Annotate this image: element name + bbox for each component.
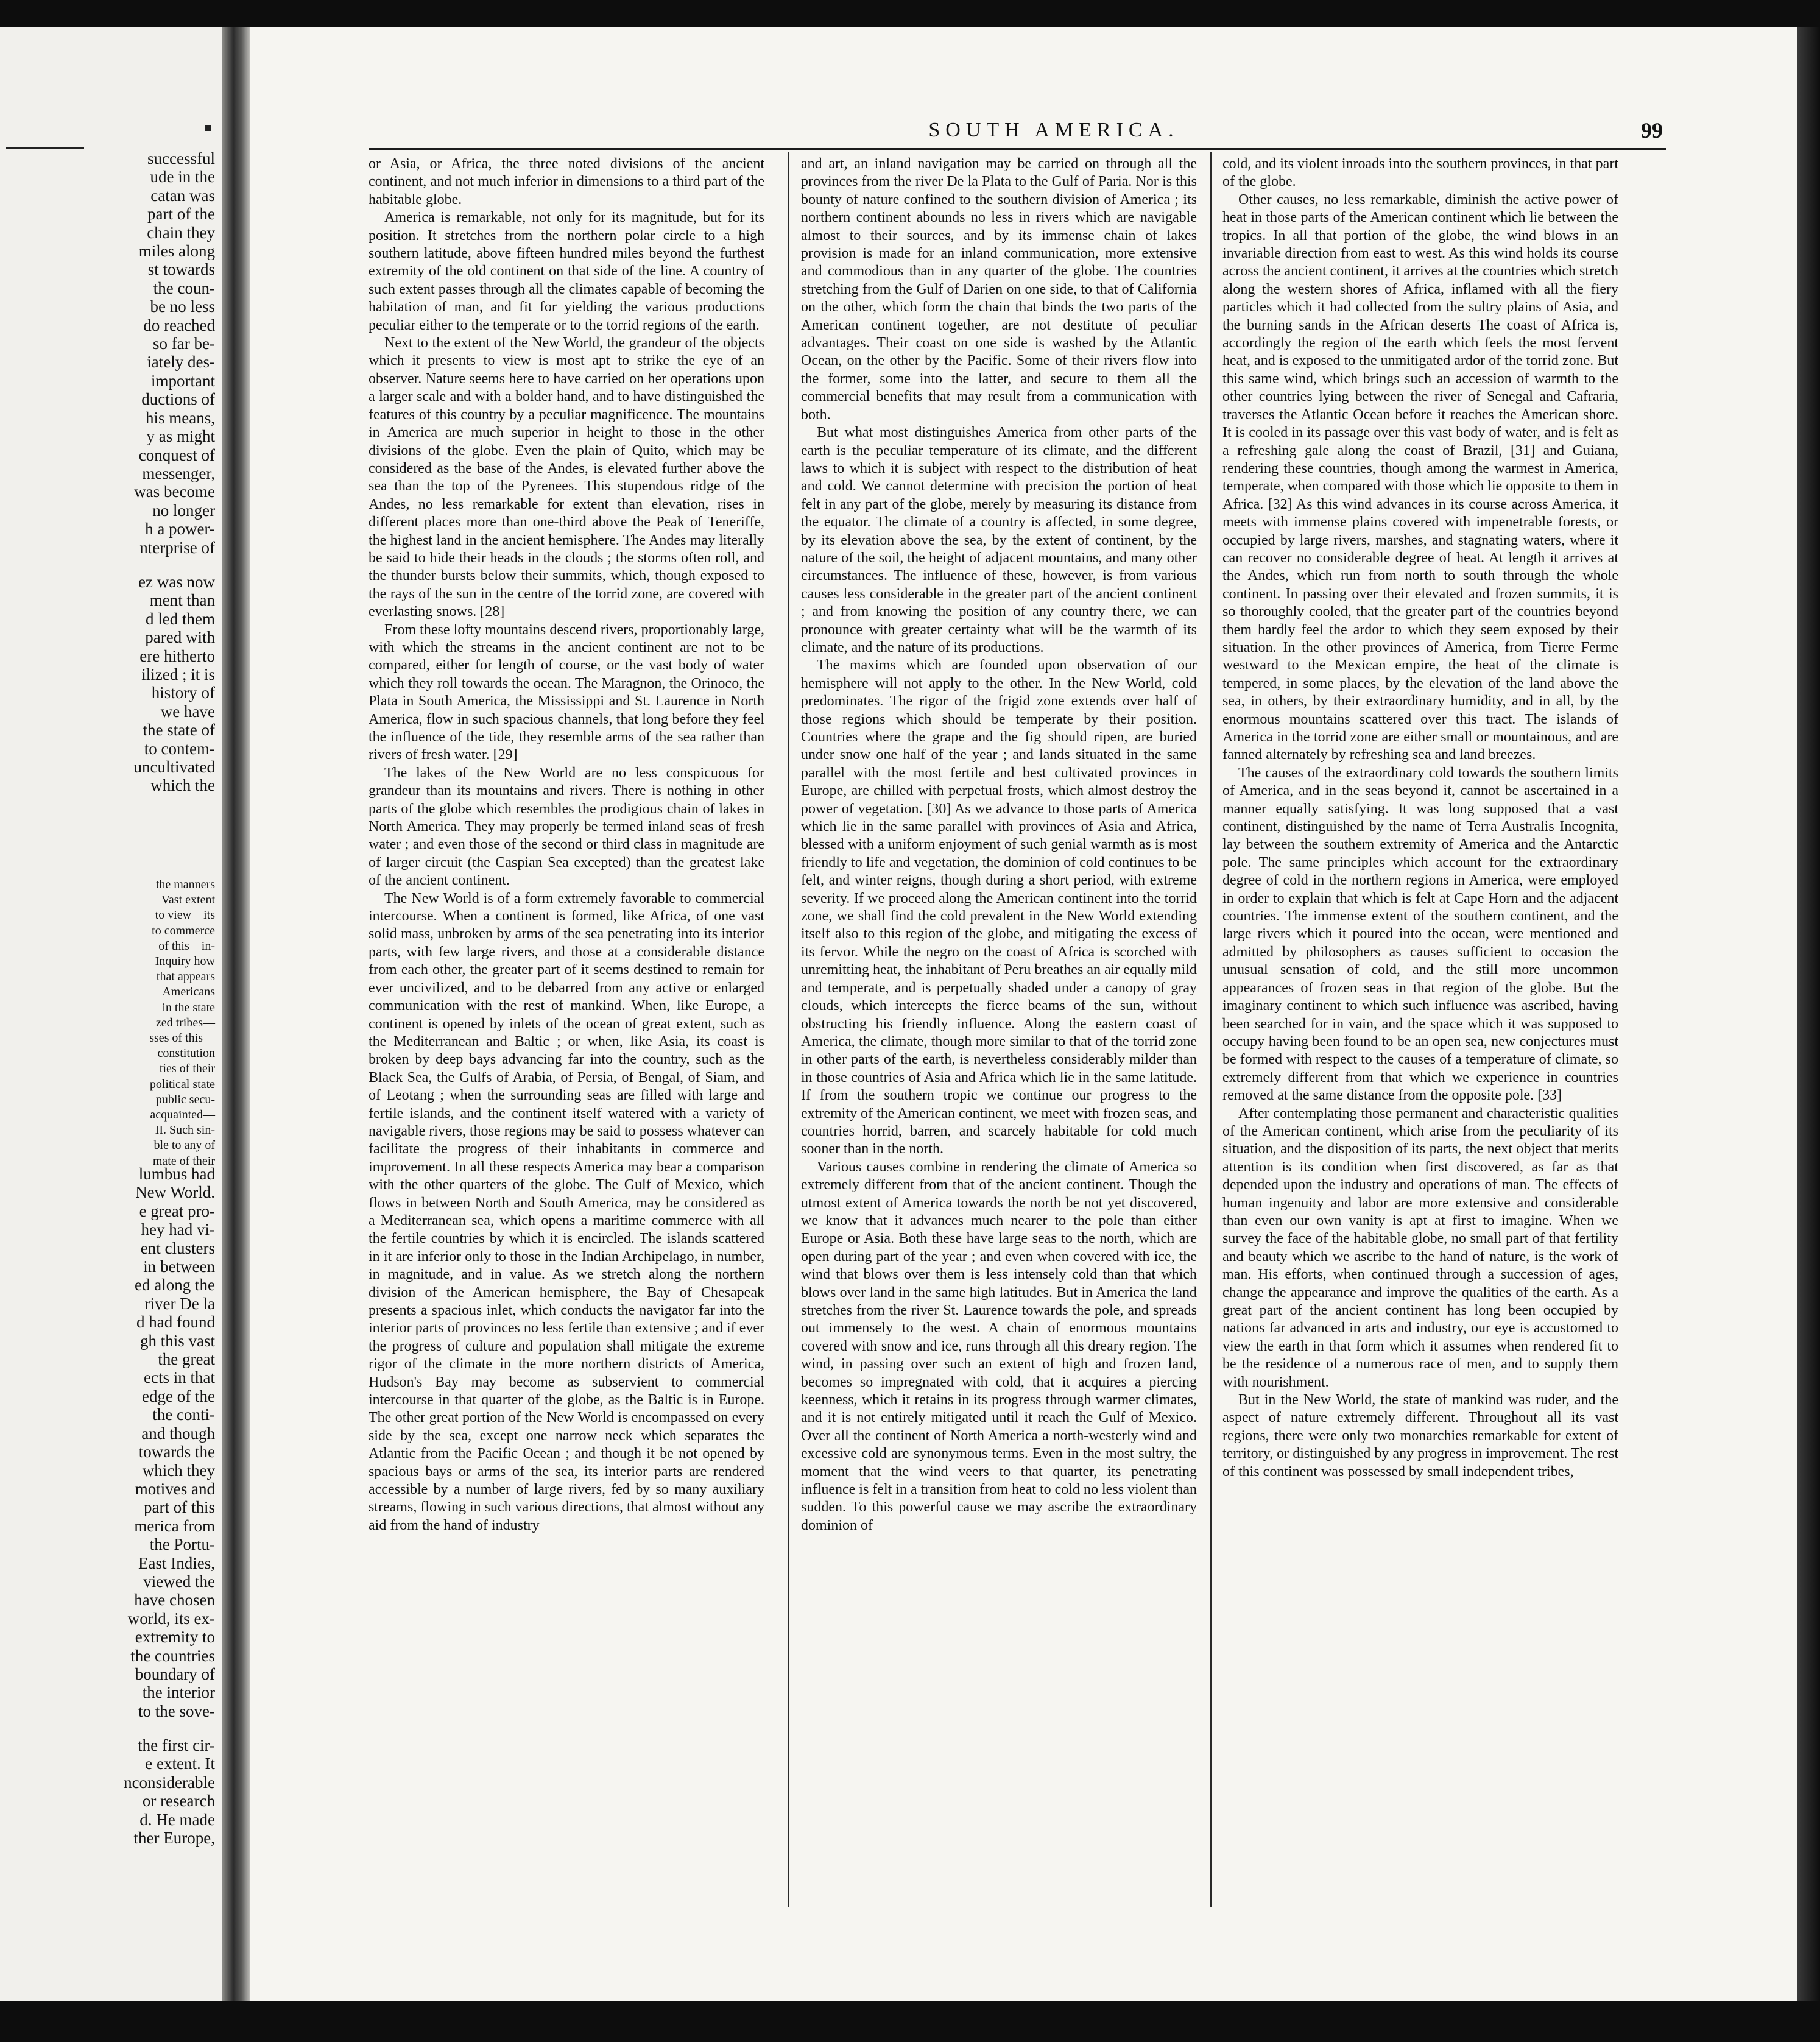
- header-rule: [369, 148, 1666, 150]
- paragraph: and art, an inland navigation may be carried on through all the provinces from the river De la Plata to the Gulf of Paria. Nor is this bounty of nature confined to the southern division of America ; its northern continent abounds no less in rivers which are navigable almost to their sources, and by its immense chain of lakes provision is made for an inland communication, more extensive and commodious than in any quarter of the globe. The countries stretching from the Gulf of Darien on one side, to that of California on the other, which form the chain that binds the two parts of the American continent together, are not destitute of peculiar advantages. Their coast on one side is washed by the Atlantic Ocean, on the other by the Pacific. Some of their rivers flow into the former, some into the latter, and secure to them all the commercial benefits that may result from a communication with both.: [801, 156, 1197, 423]
- left-page-text-mid: ez was now ment than d led them pared with ere hitherto ilized ; it is history of we have the state of to contem- uncultivated which the: [133, 573, 215, 795]
- page-number: 99: [1641, 118, 1663, 143]
- column-rule: [1210, 152, 1212, 1907]
- paragraph: Other causes, no less remarkable, diminish the active power of heat in those parts of the American continent which lie between the tropics. In all that portion of the globe, the wind blows in an invariable direction from east to west. As this wind holds its course across the ancient continent, it arrives at the countries which stretch along the western shores of Africa, inflamed with all the fiery particles which it had collected from the sultry plains of Asia, and the burning sands in the African deserts The coast of Africa is, accordingly the region of the earth which feels the most fervent heat, and is exposed to the unmitigated ardor of the torrid zone. But this same wind, which brings such an accession of warmth to the other countries lying between the river of Senegal and Cafraria, traverses the Atlantic Ocean before it reaches the American shore. It is cooled in its passage over this vast body of water, and is felt as a refreshing gale along the coast of Brazil, [31] and Guiana, rendering these countries, though among the warmest in America, temperate, when compared with those which lie opposite to them in Africa. [32] As this wind advances in its course across America, it meets with immense plains covered with impenetrable forests, or occupied by large rivers, marshes, and stagnating waters, where it can recover no considerable degree of heat. At length it arrives at the Andes, which run from north to south through the whole continent. In passing over their elevated and frozen summits, it is so thoroughly cooled, that the greater part of the countries beyond them hardly feel the ardor to which they seem exposed by their situation. In the other provinces of America, from Tierre Ferme westward to the Mexican empire, the heat of the climate is tempered, in some places, by the elevation of the land above the sea, in others, by their extraordinary humidity, and in all, by the enormous mountains scattered over this tract. The islands of America in the torrid zone are either small or mountainous, and are fanned alternately by refreshing sea and land breezes.: [1222, 191, 1618, 763]
- paragraph: After contemplating those permanent and characteristic qualities of the American continent, which arise from the peculiarity of its situation, and the disposition of its parts, the next object that merits attention is its condition when first discovered, as far as that depended upon the industry and operations of man. The effects of human ingenuity and labor are more extensive and considerable than even our own vanity is apt at first to imagine. When we survey the face of the habitable globe, no small part of that fertility and beauty which we ascribe to the hand of nature, is the work of man. His efforts, when continued through a succession of ages, change the appearance and improve the qualities of the earth. As a great part of the ancient continent has long been occupied by nations far advanced in arts and industry, our eye is accustomed to view the earth in that form which it assumes when rendered fit to be the residence of a numerous race of men, and to supply them with nourishment.: [1222, 1105, 1618, 1390]
- left-page-text-lower: lumbus had New World. e great pro- hey had vi- ent clusters in between ed along the river De la d had found gh this vast the great ects in that edge of the the conti- and though towards the which they motives and part of this merica from the Portu- East Indies, viewed the have chosen world, its ex- extremity to the countries boundary of the interior to the sove-: [127, 1165, 215, 1720]
- left-page-footnotes: the manners Vast extent to view—its to commerce of this—in- Inquiry how that appears Americans in the state zed tribes— sses of this— constitution ties of their political state public secu- acquainted— II. Such sin- ble to any of mate of their: [149, 878, 215, 1168]
- main-page: [250, 27, 1797, 2001]
- running-title: SOUTH AMERICA.: [928, 119, 1179, 141]
- paragraph: But in the New World, the state of mankind was ruder, and the aspect of nature extremely different. Throughout all its vast regions, there were only two monarchies remarkable for extent of territory, or distinguished by any progress in improvement. The rest of this continent was possessed by small independent tribes,: [1222, 1392, 1618, 1480]
- paragraph: cold, and its violent inroads into the southern provinces, in that part of the globe.: [1222, 156, 1618, 190]
- column-rule: [788, 152, 789, 1907]
- paragraph: Various causes combine in rendering the climate of America so extremely different from that of the ancient continent. Though the utmost extent of America towards the north be not yet discovered, we know that it advances much nearer to the pole than either Europe or Asia. Both these have large seas to the north, which are open during part of the year ; and even when covered with ice, the wind that blows over them is less intensely cold than that which blows over land in the same high latitudes. But in America the land stretches from the river St. Laurence towards the pole, and spreads out immensely to the west. A chain of enormous mountains covered with snow and ice, runs through all this dreary region. The wind, in passing over such an extent of high and frozen land, becomes so impregnated with cold, that it acquires a piercing keenness, which it retains in its progress through warmer climates, and it is not entirely mitigated until it reach the Gulf of Mexico. Over all the continent of North America a north-westerly wind and excessive cold are synonymous terms. Even in the most sultry, the moment that the wind veers to that quarter, its penetrating influence is felt in a transition from heat to cold no less violent than sudden. To this powerful cause we may ascribe the extraordinary dominion of: [801, 1159, 1197, 1533]
- text-column-1: [369, 155, 764, 1916]
- paragraph: From these lofty mountains descend rivers, proportionably large, with which the streams in the ancient continent are not to be compared, either for length of course, or the vast body of water which they roll towards the ocean. The Maragnon, the Orinoco, the Plata in South America, the Mississippi and St. Laurence in North America, flow in such spacious channels, that long before they feel the influence of the tide, they resemble arms of the sea rather than rivers of fresh water. [29]: [369, 621, 764, 763]
- book-gutter: [222, 27, 250, 2001]
- page-marker: [205, 125, 211, 131]
- left-page-text-top: successful ude in the catan was part of the chain they miles along st towards the coun- be no less do reached so far be- iately des- important ductions of his means, y as might conquest of messenger, was become no longer h a power- nterprise of: [134, 149, 215, 557]
- text-column-2: [801, 155, 1197, 1916]
- paragraph: The lakes of the New World are no less conspicuous for grandeur than its mountains and rivers. There is nothing in other parts of the globe which resembles the prodigious chain of lakes in North America. They may properly be termed inland seas of fresh water ; and even those of the second or third class in magnitude are of larger circuit (the Caspian Sea excepted) than the greatest lake of the ancient continent.: [369, 765, 764, 889]
- page-right-edge: [1797, 27, 1820, 2001]
- paragraph: The New World is of a form extremely favorable to commercial intercourse. When a continent is formed, like Africa, of one vast solid mass, unbroken by arms of the sea penetrating into its interior parts, with few large rivers, and those at a considerable distance from each other, the greater part of it seems destined to remain for ever uncivilized, and to be debarred from any active or enlarged communication with the rest of mankind. When, like Europe, a continent is opened by inlets of the ocean of great extent, such as the Mediterranean and Baltic ; or when, like Asia, its coast is broken by deep bays advancing far into the country, such as the Black Sea, the Gulfs of Arabia, of Persia, of Bengal, of Siam, and of Leotang ; when the surrounding seas are filled with large and fertile islands, and the continent itself watered with a variety of navigable rivers, those regions may be said to possess whatever can facilitate the progress of their inhabitants in commerce and improvement. In all these respects America may bear a comparison with the other quarters of the globe. The Gulf of Mexico, which flows in between North and South America, may be considered as a Mediterranean sea, which opens a maritime commerce with all the fertile countries by which it is encircled. The islands scattered in it are inferior only to those in the Indian Archipelago, in number, in magnitude, and in value. As we stretch along the northern division of the American hemisphere, the Bay of Chesapeak presents a spacious inlet, which conducts the navigator far into the interior parts of provinces no less fertile than extensive ; and if ever the progress of culture and population shall mitigate the extreme rigor of the climate in the more northern districts of America, Hudson's Bay may become as subservient to commercial intercourse in that quarter of the globe, as the Baltic is in Europe. The other great portion of the New World is encompassed on every side by the sea, except one narrow neck which separates the Atlantic from the Pacific Ocean ; and though it be not opened by spacious bays or arms of the sea, its interior parts are rendered accessible by a number of large rivers, fed by so many auxiliary streams, flowing in such various directions, that almost without any aid from the hand of industry: [369, 890, 764, 1533]
- text-column-3: [1222, 155, 1618, 1916]
- paragraph: Next to the extent of the New World, the grandeur of the objects which it presents to view is most apt to strike the eye of an observer. Nature seems here to have carried on her operations upon a larger scale and with a bolder hand, and to have distinguished the features of this country by a peculiar magnificence. The mountains in America are much superior in height to those in the other divisions of the globe. Even the plain of Quito, which may be considered as the base of the Andes, is elevated further above the sea than the top of the Pyrenees. This stupendous ridge of the Andes, no less remarkable for extent than elevation, rises in different places more than one-third above the Peak of Teneriffe, the highest land in the ancient hemisphere. The Andes may literally be said to hide their heads in the clouds ; the storms often roll, and the thunder bursts below their summits, which, though exposed to the rays of the sun in the centre of the torrid zone, are covered with everlasting snows. [28]: [369, 335, 764, 620]
- paragraph: But what most distinguishes America from other parts of the earth is the peculiar temperature of its climate, and the different laws to which it is subject with respect to the distribution of heat and cold. We cannot determine with precision the portion of heat felt in any part of the globe, merely by measuring its distance from the equator. The climate of a country is affected, in some degree, by its elevation above the sea, by the extent of continent, by the nature of the soil, the height of adjacent mountains, and many other circumstances. The influence of these, however, is from various causes less considerable in the greater part of the ancient continent ; and from knowing the position of any country there, we can pronounce with greater certainty what will be the warmth of its climate, and the nature of its productions.: [801, 425, 1197, 655]
- paragraph: America is remarkable, not only for its magnitude, but for its position. It stretches from the northern polar circle to a high southern latitude, above fifteen hundred miles beyond the furthest extremity of the old continent on that side of the line. A country of such extent passes through all the climates capable of becoming the habitation of man, and fit for yielding the various productions peculiar either to the temperate or to the torrid regions of the earth.: [369, 210, 764, 333]
- paragraph: or Asia, or Africa, the three noted divisions of the ancient continent, and not much inferior in dimensions to a third part of the habitable globe.: [369, 156, 764, 208]
- left-page-text-bottom: the first cir- e extent. It nconsiderable or research d. He made ther Europe,: [124, 1736, 215, 1848]
- paragraph: The maxims which are founded upon observation of our hemisphere will not apply to the other. In the New World, cold predominates. The rigor of the frigid zone extends over half of those regions which should be temperate by their position. Countries where the grape and the fig should ripen, are buried under snow one half of the year ; and lands situated in the same parallel with the most fertile and best cultivated provinces in Europe, are chilled with perpetual frosts, which almost destroy the power of vegetation. [30] As we advance to those parts of America which lie in the same parallel with provinces of Asia and Africa, blessed with a uniform enjoyment of such genial warmth as is most friendly to life and vegetation, the dominion of cold continues to be felt, and winter reigns, though during a short period, with extreme severity. If we proceed along the American continent into the torrid zone, we shall find the cold prevalent in the New World extending itself also to this region of the globe, and mitigating the excess of its fervor. While the negro on the coast of Africa is scorched with unremitting heat, the inhabitant of Peru breathes an air equally mild and temperate, and is perpetually shaded under a canopy of gray clouds, which intercepts the fierce beams of the sun, without obstructing his friendly influence. Along the eastern coast of America, the climate, though more similar to that of the torrid zone in other parts of the earth, is nevertheless considerably milder than in those countries of Asia and Africa which lie in the same latitude. If from the southern tropic we continue our progress to the extremity of the American continent, we meet with frozen seas, and countries horrid, barren, and scarcely habitable for cold much sooner than in the north.: [801, 657, 1197, 1157]
- previous-page-edge: [0, 27, 222, 2001]
- paragraph: The causes of the extraordinary cold towards the southern limits of America, and in the seas beyond it, cannot be ascertained in a manner equally satisfying. It was long supposed that a vast continent, distinguished by the name of Terra Australis Incognita, lay between the southern extremity of America and the Antarctic pole. The same principles which account for the extraordinary degree of cold in the northern regions in America, were employed in order to explain that which is felt at Cape Horn and the adjacent countries. The immense extent of the southern continent, and the large rivers which it poured into the ocean, were mentioned and admitted by philosophers as causes sufficient to occasion the unusual sensation of cold, and the still more uncommon appearances of frozen seas in that region of the globe. But the imaginary continent to which such influence was ascribed, having been searched for in vain, and the space which it was supposed to occupy having been found to be an open sea, new conjectures must be formed with respect to the causes of a temperature of climate, so extremely different from that which we experience in countries removed at the same distance from the opposite pole. [33]: [1222, 765, 1618, 1104]
